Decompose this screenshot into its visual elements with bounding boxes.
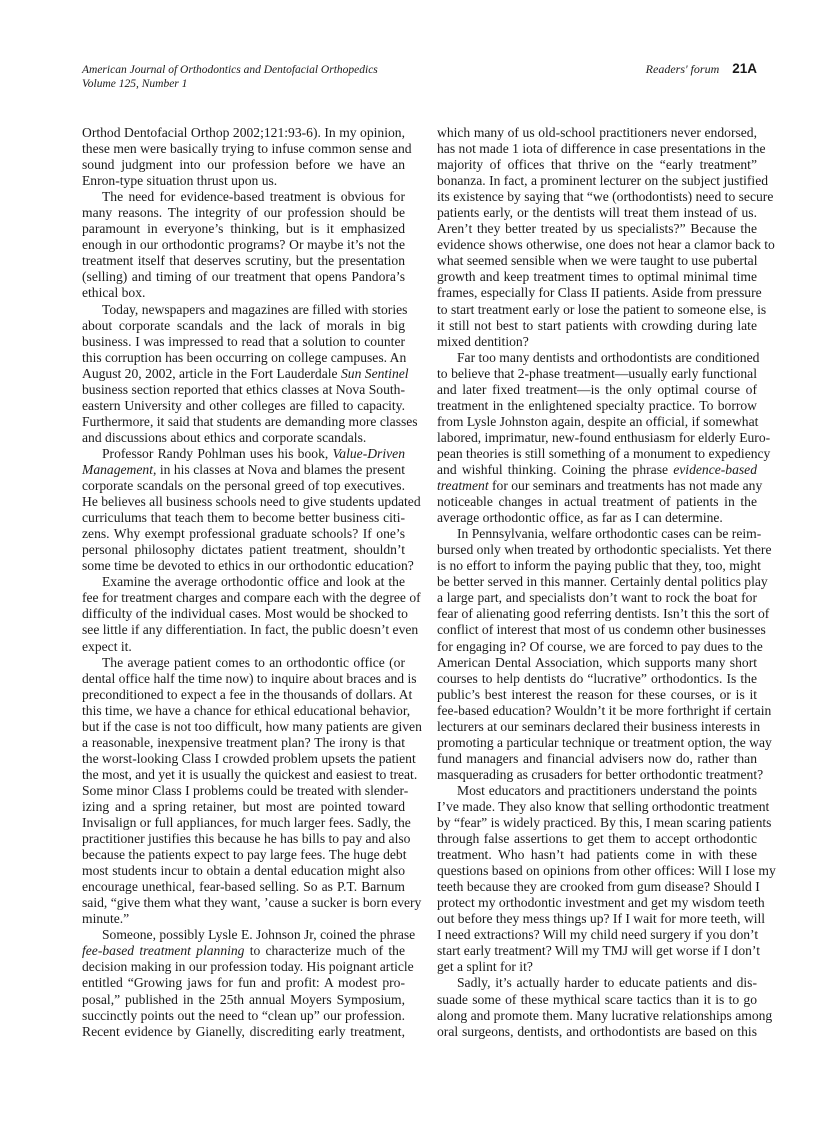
text-line <box>82 285 405 301</box>
line-text: labored, imprimatur, new-found enthusiasm for elderly Euro- <box>437 429 771 445</box>
text-line <box>437 349 760 366</box>
line-text: enough in our orthodontic programs? Or maybe it’s not the <box>82 237 405 253</box>
text-line <box>82 334 405 350</box>
text-line <box>437 574 768 590</box>
text-line <box>82 590 421 606</box>
text-line <box>437 831 757 847</box>
text-line <box>82 382 405 398</box>
line-text: a large part, and specialists don’t want to rock the boat for <box>437 590 757 606</box>
text-line <box>437 414 757 430</box>
text-line <box>82 398 405 414</box>
line-text: average orthodontic office, as far as I can determine. <box>437 510 723 526</box>
line-text: Furthermore, it said that students are demanding more classes <box>82 413 418 429</box>
line-text: has not made 1 iota of difference in case presentations in the <box>437 141 766 157</box>
text-line <box>437 253 757 269</box>
italic-term: evidence-based <box>673 461 757 477</box>
line-text: this time, we have a chance for ethical educational behavior, <box>82 702 411 718</box>
text-line <box>437 927 757 943</box>
line-text: and wishful thinking. Coining the phrase <box>437 461 674 477</box>
line-text: said, “give them what they want, ’cause a sucker is born every <box>82 895 422 911</box>
text-line <box>437 975 757 991</box>
line-text: out before they mess things up? If I wait for more teeth, will <box>437 911 766 927</box>
line-text: is no effort to inform the paying public that they, too, might <box>437 558 761 574</box>
text-line <box>82 702 411 719</box>
line-text: frames, especially for Class II patients. Aside from pressure <box>437 285 762 301</box>
text-line <box>82 125 405 141</box>
line-text: bonanza. In fact, a prominent lecturer on the subject justified <box>437 173 769 189</box>
text-line <box>437 237 775 253</box>
line-text: Some minor Class I problems could be treated with slender- <box>82 782 409 798</box>
line-text: corporate scandals on the personal greed of top executives. <box>82 478 405 494</box>
line-text: what seemed sensible when we were taught to use pubertal <box>437 253 758 269</box>
line-text: encourage unethical, fear-based selling. So as P.T. Barnum <box>82 879 405 895</box>
text-line <box>437 622 766 638</box>
text-line <box>82 782 409 799</box>
text-line <box>82 462 405 478</box>
text-line <box>437 429 771 446</box>
line-text: paramount in everyone’s thinking, but is it emphasized <box>82 221 405 237</box>
line-text: get a splint for it? <box>437 959 533 975</box>
text-line <box>82 799 405 815</box>
line-text: the worst-looking Class I crowded problem upsets the patient <box>82 750 416 766</box>
text-line <box>82 494 421 510</box>
line-text: fee for treatment charges and compare each with the degree of <box>82 590 421 606</box>
text-line <box>82 639 405 655</box>
text-line <box>437 863 776 879</box>
line-text: through false assertions to get them to accept orthodontic <box>437 831 757 847</box>
text-line <box>437 494 757 510</box>
line-text: these men were basically trying to infuse common sense and <box>82 141 412 157</box>
line-text: and discussions about ethics and corporate scandals. <box>82 429 367 445</box>
italic-term: treatment <box>437 478 489 494</box>
text-line <box>437 478 763 494</box>
journal-title: American Journal of Orthodontics and Dentofacial Orthopedics <box>82 64 378 76</box>
line-text: questions based on opinions from other offices: Will I lose my <box>437 863 776 879</box>
text-line <box>82 863 405 879</box>
text-line <box>82 350 405 366</box>
line-text: evidence shows otherwise, one does not hear a clamor back to <box>437 237 775 253</box>
text-line <box>437 558 761 574</box>
text-line <box>437 606 770 622</box>
text-line <box>437 638 763 655</box>
text-line <box>82 157 405 173</box>
text-line <box>437 334 757 350</box>
line-text: Today, newspapers and magazines are filled with stories <box>102 301 408 317</box>
text-line <box>437 318 757 334</box>
text-line <box>437 943 760 959</box>
text-line <box>437 462 757 478</box>
text-line <box>82 686 413 703</box>
text-line <box>437 1024 757 1040</box>
text-line <box>82 173 405 189</box>
line-text: curriculums that teach them to become better business citi- <box>82 510 405 526</box>
text-line <box>82 574 405 590</box>
line-text: a reasonable, inexpensive treatment plan? The irony is that <box>82 734 405 750</box>
text-line <box>82 205 405 221</box>
text-line <box>437 189 774 205</box>
text-line <box>437 655 757 671</box>
line-text: treatment in the enlightened specialty practice. To borrow <box>437 397 757 413</box>
line-text: Someone, possibly Lysle E. Johnson Jr, coined the phrase <box>102 927 416 943</box>
line-text: posal,” published in the 25th annual Moyers Symposium, <box>82 991 405 1007</box>
line-text: start early treatment? Will my TMJ will get worse if I don’t <box>437 943 760 959</box>
line-text: masquerading as crusaders for better orthodontic treatment? <box>437 766 764 782</box>
text-line <box>82 975 405 991</box>
text-line <box>437 879 760 895</box>
text-line <box>82 750 416 767</box>
line-text: Most educators and practitioners understand the points <box>457 782 757 798</box>
text-line <box>437 766 764 783</box>
line-text: bursed only when treated by orthodontic specialists. Yet there <box>437 542 772 558</box>
line-text: to believe that 2-phase treatment—usually early functional <box>437 365 757 381</box>
text-line <box>437 526 762 542</box>
line-text: entitled “Growing jaws for fun and profit: A modest pro- <box>82 975 405 991</box>
line-text: lecturers at our seminars declared their business interests in <box>437 718 761 734</box>
line-text: treatment itself that deserves scrutiny, but the presentation <box>82 253 405 269</box>
running-header-left <box>82 63 378 91</box>
italic-term: Value-Driven <box>332 445 405 461</box>
line-text: izing and a spring retainer, but most are pointed toward <box>82 798 405 814</box>
line-text: zens. Why exempt professional graduate schools? If one’s <box>82 526 405 542</box>
line-text: expect it. <box>82 638 132 654</box>
line-text: public’s best interest the reason for these courses, or is it <box>437 686 757 702</box>
text-line <box>437 382 757 398</box>
line-text: Professor Randy Pohlman uses his book, <box>102 445 333 461</box>
text-line <box>437 125 757 141</box>
line-text: to start treatment early or lose the patient to someone else, is <box>437 301 767 317</box>
text-line <box>82 735 405 751</box>
line-text: conflict of interest that most of us condemn other businesses <box>437 622 766 638</box>
line-text: American Dental Association, which supports many short <box>437 654 757 670</box>
line-text: Orthod Dentofacial Orthop 2002;121:93-6). In my opinion, <box>82 125 405 140</box>
line-text: majority of offices that thrive on the “early treatment” <box>437 157 757 173</box>
text-line <box>82 365 409 382</box>
line-text: but if the case is not too difficult, how many patients are given <box>82 718 422 734</box>
page-number: 21A <box>732 61 757 76</box>
line-text: sound judgment into our profession before we have an <box>82 157 405 173</box>
section-title: Readers' forum <box>645 62 720 76</box>
text-line <box>82 526 405 542</box>
line-text: suade some of these mythical scare tactics than it is to go <box>437 991 757 1007</box>
line-text: oral surgeons, dentists, and orthodontists are based on this <box>437 1023 757 1039</box>
line-text: Examine the average orthodontic office and look at the <box>102 574 405 590</box>
text-line <box>437 815 772 831</box>
line-text: (selling) and timing of our treatment that opens Pandora’s <box>82 269 405 285</box>
text-line <box>437 221 757 237</box>
line-text: mixed dentition? <box>437 333 529 349</box>
text-line <box>82 237 405 253</box>
line-text: Recent evidence by Gianelly, discrediting early treatment, <box>82 1023 405 1039</box>
line-text: to characterize much of the <box>244 943 405 959</box>
line-text: along and promote them. Many lucrative relationships among <box>437 1007 773 1023</box>
text-line <box>82 655 405 671</box>
text-line <box>82 413 418 430</box>
line-text: for engaging in? Of course, we are forced to pay dues to the <box>437 638 763 654</box>
italic-term: fee-based treatment planning <box>82 943 245 959</box>
line-text: and later fixed treatment—is the only optimal course of <box>437 381 757 397</box>
text-line <box>437 445 771 462</box>
line-text: many reasons. The integrity of our profession should be <box>82 205 405 221</box>
text-line <box>82 1024 405 1040</box>
text-line <box>82 815 411 831</box>
text-line <box>437 590 757 606</box>
text-line <box>82 430 405 446</box>
line-text: Invisalign or full appliances, for much larger fees. Sadly, the <box>82 815 411 831</box>
line-text: see little if any differentiation. In fact, the public doesn’t even <box>82 622 419 638</box>
line-text: its existence by saying that “we (orthodontists) need to secure <box>437 189 774 205</box>
text-line <box>82 766 418 783</box>
text-line <box>82 911 405 927</box>
text-line <box>82 879 405 895</box>
journal-volume: Volume 125, Number 1 <box>82 78 188 90</box>
line-text: this corruption has been occurring on college campuses. An <box>82 349 407 365</box>
text-line <box>82 221 405 237</box>
text-line <box>437 847 757 863</box>
text-line <box>437 959 757 975</box>
line-text: be better served in this manner. Certainly dental politics play <box>437 574 768 590</box>
line-text: protect my orthodontic investment and get my wisdom teeth <box>437 895 765 911</box>
text-line <box>437 718 761 735</box>
text-line <box>437 141 766 157</box>
line-text: business section reported that ethics classes at Nova South- <box>82 381 405 397</box>
line-text: courses to help dentists do “lucrative” orthodontics. Is the <box>437 670 757 686</box>
line-text: difficulty of the individual cases. Most would be shocked to <box>82 606 408 622</box>
text-line <box>437 205 757 221</box>
line-text: patients early, or the dentists will treat them instead of us. <box>437 205 757 221</box>
line-text: fund managers and financial advisers now do, rather than <box>437 750 757 766</box>
line-text: growth and keep treatment times to optimal minimal time <box>437 269 757 285</box>
text-line <box>437 734 772 751</box>
line-text: promoting a particular technique or treatment option, the way <box>437 734 772 750</box>
text-line <box>82 847 405 863</box>
right-column <box>437 125 776 1040</box>
text-line <box>437 895 765 911</box>
text-line <box>437 911 766 927</box>
text-line <box>82 831 411 847</box>
text-line <box>82 269 405 285</box>
text-line <box>437 798 770 815</box>
text-line <box>437 510 757 526</box>
line-text: by “fear” is widely practiced. By this, I mean scaring patients <box>437 815 772 831</box>
line-text: Sadly, it’s actually harder to educate patients and dis- <box>457 975 757 991</box>
text-line <box>82 446 405 462</box>
line-text: practitioner justifies this because he has bills to pay and also <box>82 831 411 847</box>
line-text: from Lysle Johnston again, despite an official, if somewhat <box>437 413 759 429</box>
text-line <box>82 606 408 622</box>
text-line <box>437 1007 773 1024</box>
line-text: fee-based education? Wouldn’t it be more forthright if certain <box>437 702 772 718</box>
running-header-right <box>646 62 757 76</box>
text-line <box>82 253 405 269</box>
line-text: ethical box. <box>82 285 146 301</box>
text-line <box>437 285 762 301</box>
line-text: treatment. Who hasn’t had patients come in with these <box>437 847 757 863</box>
text-line <box>82 718 422 735</box>
text-line <box>82 318 405 334</box>
line-text: teeth because they are crooked from gum disease? Should I <box>437 879 760 895</box>
text-line <box>82 558 414 574</box>
text-line <box>437 751 757 767</box>
text-line <box>82 895 422 911</box>
text-line <box>437 702 772 719</box>
text-line <box>82 1008 405 1024</box>
line-text: some time be devoted to ethics in our orthodontic education? <box>82 558 414 574</box>
line-text: In Pennsylvania, welfare orthodontic cases can be reim- <box>457 526 762 542</box>
text-line <box>82 943 405 959</box>
line-text: August 20, 2002, article in the Fort Lauderdale <box>82 365 341 381</box>
text-line <box>82 478 405 494</box>
line-text: He believes all business schools need to give students updated <box>82 494 421 510</box>
line-text: preconditioned to expect a fee in the thousands of dollars. At <box>82 686 413 702</box>
line-text: eastern University and other colleges are filled to capacity. <box>82 397 405 413</box>
line-text: The need for evidence-based treatment is obvious for <box>102 189 405 205</box>
text-line <box>437 783 757 799</box>
text-line <box>82 927 416 943</box>
line-text: pean theories is still something of a monument to expediency <box>437 445 771 461</box>
text-line <box>437 157 757 173</box>
italic-term: Sun Sentinel <box>340 365 409 381</box>
line-text: fear of alienating good referring dentists. Isn’t this the sort of <box>437 606 770 622</box>
line-text: personal philosophy dictates patient treatment, shouldn’t <box>82 542 405 558</box>
line-text: Enron-type situation thrust upon us. <box>82 173 278 189</box>
text-line <box>437 366 757 382</box>
line-text: , in his classes at Nova and blames the present <box>152 461 405 477</box>
line-text: The average patient comes to an orthodontic office (or <box>102 654 405 670</box>
line-text: business. I was impressed to read that a solution to counter <box>82 333 405 349</box>
line-text: I’ve made. They also know that selling orthodontic treatment <box>437 798 770 814</box>
line-text: which many of us old-school practitioners never endorsed, <box>437 125 757 140</box>
line-text: I need extractions? Will my child need surgery if you don’t <box>437 927 759 943</box>
line-text: Far too many dentists and orthodontists are conditioned <box>457 349 760 365</box>
line-text: Aren’t they better treated by us specialists?” Because the <box>437 221 757 237</box>
line-text: it still not best to start patients with crowding during late <box>437 317 757 333</box>
text-line <box>82 301 408 318</box>
italic-term: Management <box>82 461 153 477</box>
text-line <box>82 622 419 638</box>
text-line <box>82 959 414 975</box>
line-text: about corporate scandals and the lack of morals in big <box>82 317 405 333</box>
line-text: noticeable changes in actual treatment of patients in the <box>437 494 757 510</box>
text-line <box>437 301 767 318</box>
text-line <box>437 671 757 687</box>
text-line <box>82 670 417 687</box>
line-text: minute.” <box>82 911 130 927</box>
left-column <box>82 125 422 1040</box>
text-line <box>82 542 405 558</box>
line-text: for our seminars and treatments has not made any <box>488 478 763 494</box>
text-line <box>437 269 757 285</box>
line-text: decision making in our profession today. His poignant article <box>82 959 414 975</box>
text-line <box>437 687 757 703</box>
text-line <box>437 542 772 558</box>
text-line <box>82 141 412 157</box>
text-line <box>437 992 757 1008</box>
text-line <box>437 398 757 414</box>
line-text: the most, and yet it is usually the quickest and easiest to treat. <box>82 766 418 782</box>
text-line <box>82 510 405 526</box>
line-text: succinctly points out the need to “clean up” our profession. <box>82 1007 405 1023</box>
text-line <box>437 173 769 189</box>
line-text: because the patients expect to pay large fees. The huge debt <box>82 847 407 863</box>
line-text: most students incur to obtain a dental education might also <box>82 863 405 879</box>
text-line <box>82 189 405 205</box>
text-line <box>82 992 405 1008</box>
line-text: dental office half the time now) to inquire about braces and is <box>82 670 417 686</box>
